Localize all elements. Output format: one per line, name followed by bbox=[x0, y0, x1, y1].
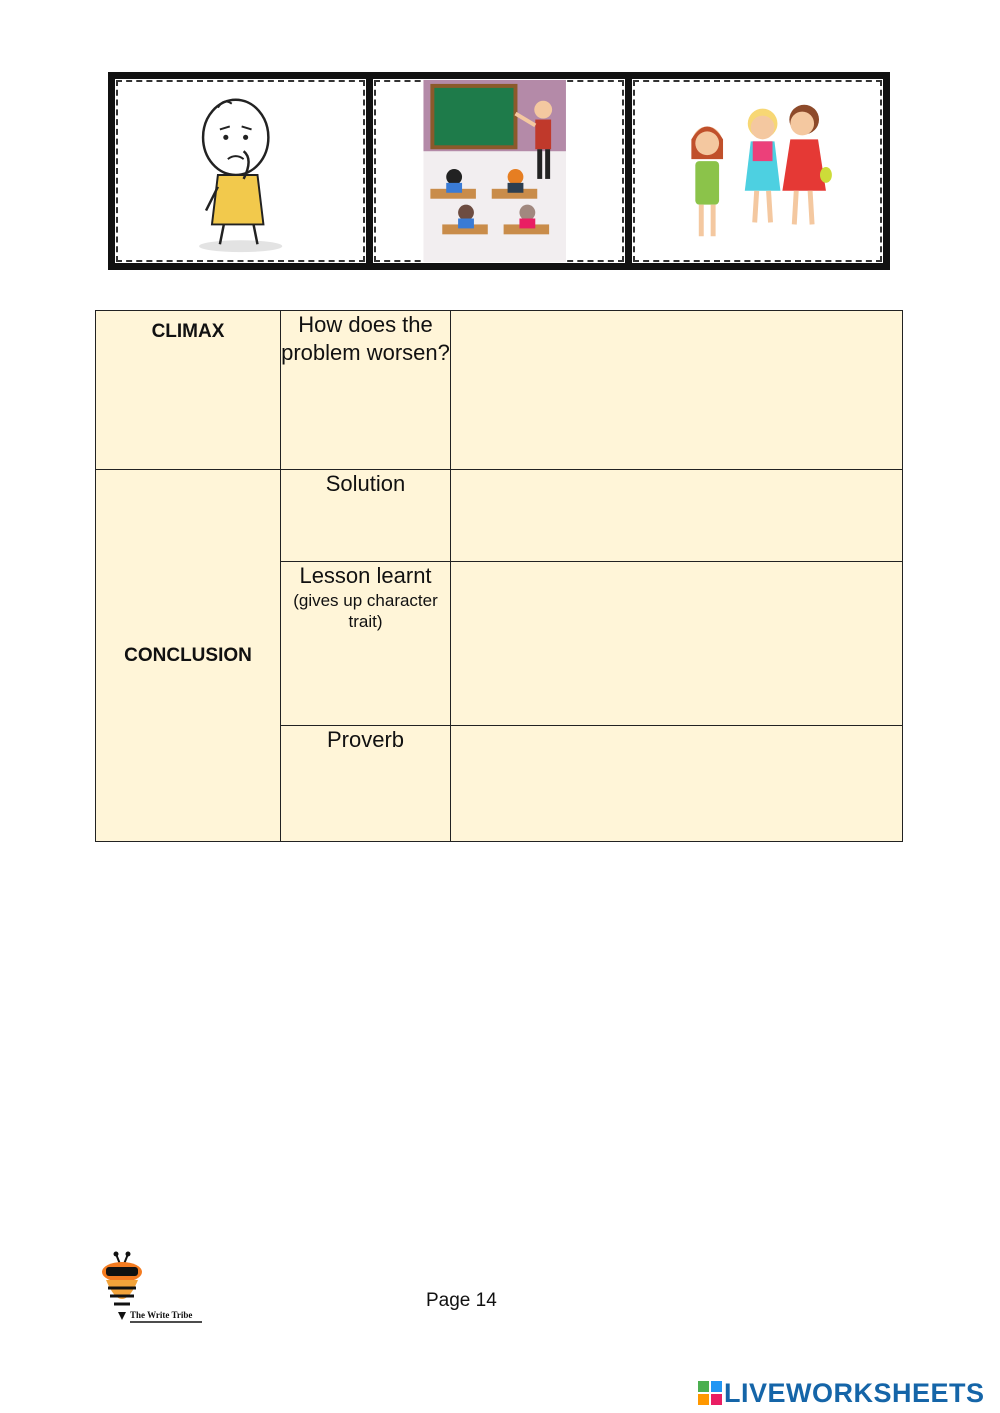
prompt-lesson-learnt-title: Lesson learnt bbox=[299, 563, 432, 588]
picture-strip bbox=[108, 72, 890, 270]
picture-panel-girls bbox=[625, 72, 890, 270]
answer-cell-proverb[interactable] bbox=[451, 726, 903, 842]
answer-cell-solution[interactable] bbox=[451, 470, 903, 562]
prompt-lesson-learnt bbox=[281, 562, 451, 726]
table-row-solution bbox=[96, 470, 903, 562]
answer-cell-climax[interactable] bbox=[451, 311, 903, 470]
bee-logo-icon bbox=[98, 1250, 208, 1326]
page-number: Page 14 bbox=[426, 1290, 497, 1311]
prompt-problem-worsen: How does the problem worsen? bbox=[281, 311, 451, 470]
liveworksheets-brand[interactable] bbox=[698, 1377, 985, 1409]
prompt-lesson-learnt-note: (gives up character trait) bbox=[293, 591, 438, 631]
logo-text: The Write Tribe bbox=[130, 1310, 193, 1320]
answer-input-problem-worsen[interactable] bbox=[451, 311, 902, 469]
picture-panel-classroom bbox=[366, 72, 631, 270]
classroom-illustration bbox=[373, 79, 624, 263]
liveworksheets-wordmark: LIVEWORKSHEETS bbox=[724, 1377, 985, 1408]
stage-label-climax: CLIMAX bbox=[96, 311, 281, 470]
worried-figure-illustration bbox=[115, 79, 366, 263]
prompt-solution: Solution bbox=[281, 470, 451, 562]
stage-label-conclusion: CONCLUSION bbox=[96, 470, 281, 842]
liveworksheets-icon bbox=[698, 1381, 722, 1405]
answer-cell-lesson[interactable] bbox=[451, 562, 903, 726]
answer-input-solution[interactable] bbox=[451, 470, 902, 561]
girls-illustration bbox=[632, 79, 883, 263]
prompt-proverb: Proverb bbox=[281, 726, 451, 842]
table-row-climax bbox=[96, 311, 903, 470]
picture-panel-worried-figure bbox=[108, 72, 373, 270]
answer-input-proverb[interactable] bbox=[451, 726, 902, 841]
story-planning-table bbox=[95, 310, 903, 842]
write-tribe-logo bbox=[98, 1250, 208, 1326]
answer-input-lesson-learnt[interactable] bbox=[451, 562, 902, 725]
